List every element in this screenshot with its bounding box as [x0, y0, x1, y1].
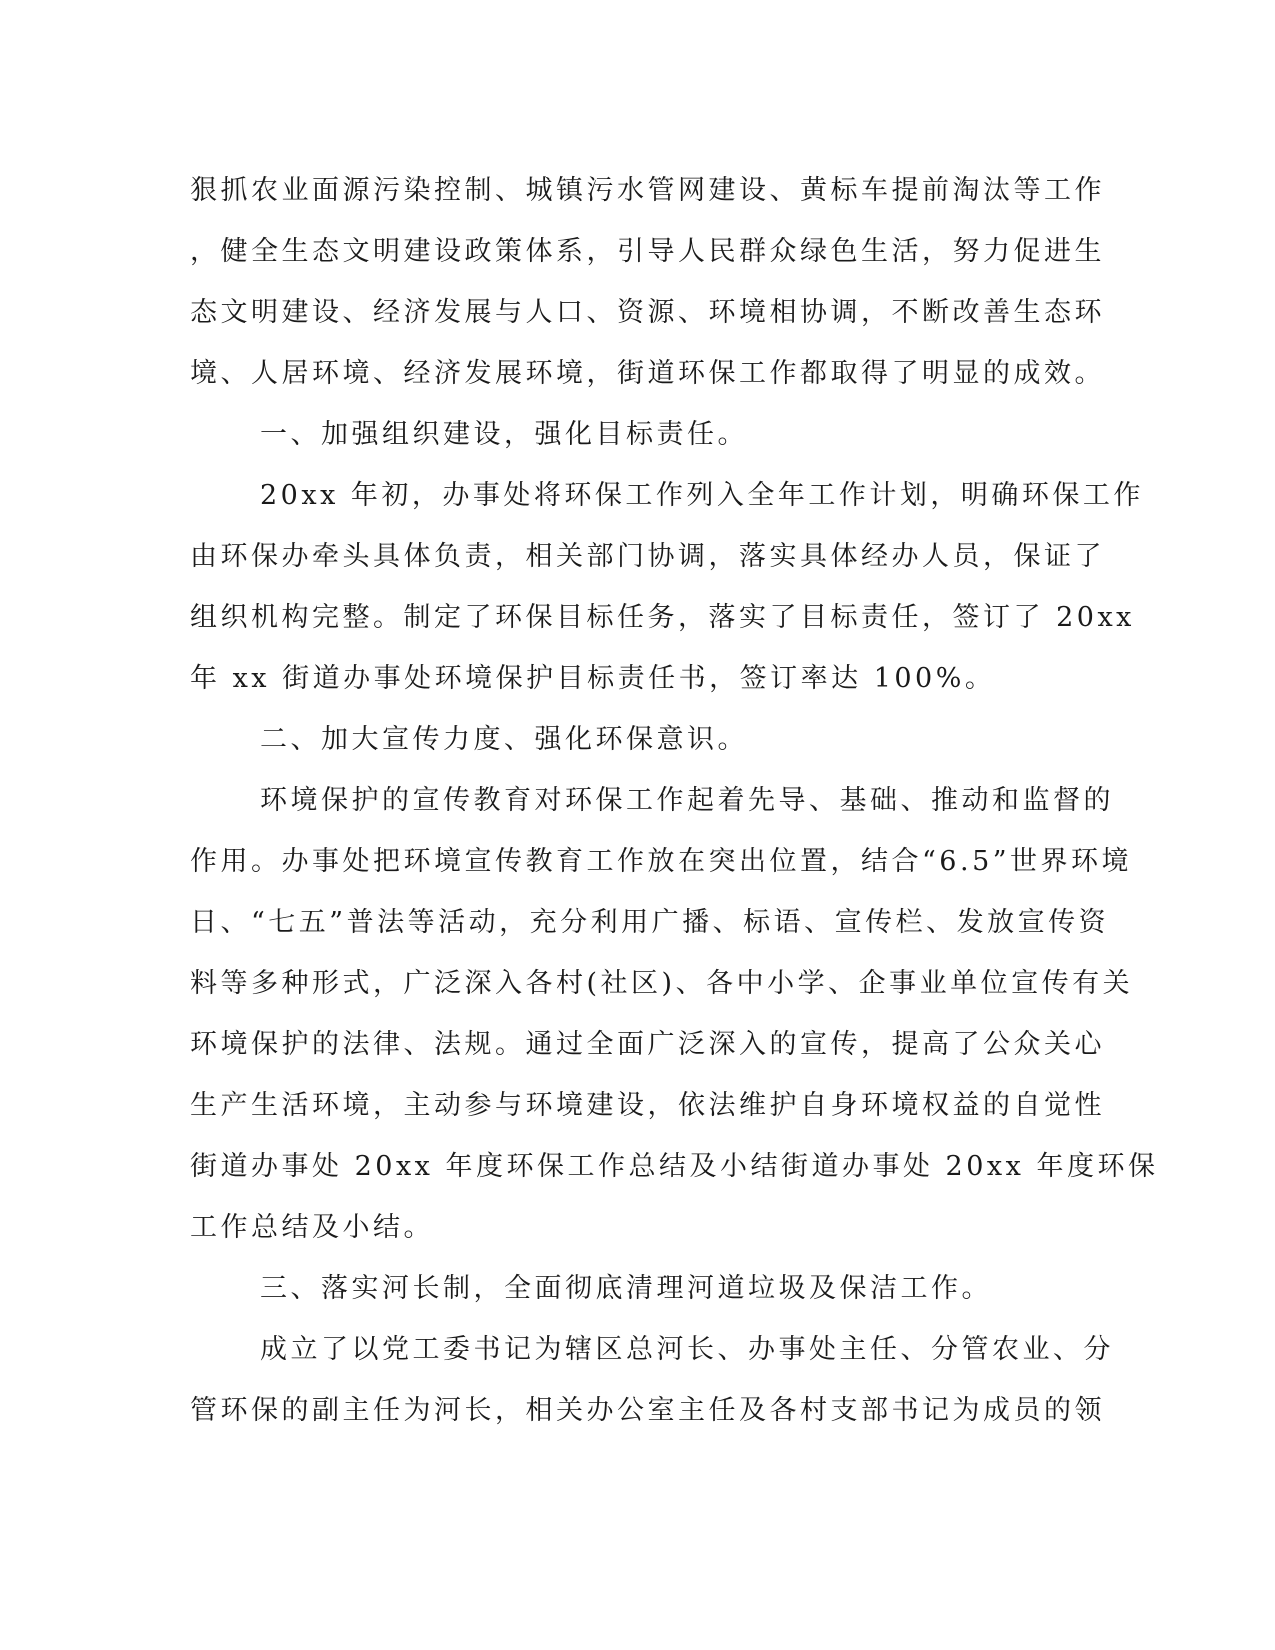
body-line: 料等多种形式，广泛深入各村(社区)、各中小学、企事业单位宣传有关	[190, 968, 1134, 999]
body-line: 态文明建设、经济发展与人口、资源、环境相协调，不断改善生态环	[190, 297, 1105, 328]
body-line: 年 xx 街道办事处环境保护目标责任书，签订率达 100%。	[190, 663, 996, 694]
body-line: 狠抓农业面源污染控制、城镇污水管网建设、黄标车提前淘汰等工作	[190, 175, 1105, 206]
body-line: 境、人居环境、经济发展环境，街道环保工作都取得了明显的成效。	[190, 358, 1105, 389]
paragraph-start: 成立了以党工委书记为辖区总河长、办事处主任、分管农业、分	[260, 1334, 1114, 1365]
body-line: 生产生活环境，主动参与环境建设，依法维护自身环境权益的自觉性	[190, 1090, 1105, 1121]
paragraph-start: 20xx 年初，办事处将环保工作列入全年工作计划，明确环保工作	[260, 480, 1144, 511]
body-line: 街道办事处 20xx 年度环保工作总结及小结街道办事处 20xx 年度环保	[190, 1151, 1159, 1182]
body-line: 由环保办牵头具体负责，相关部门协调，落实具体经办人员，保证了	[190, 541, 1105, 572]
body-line: 作用。办事处把环境宣传教育工作放在突出位置，结合“6.5”世界环境	[190, 846, 1133, 877]
paragraph-start: 环境保护的宣传教育对环保工作起着先导、基础、推动和监督的	[260, 785, 1114, 816]
section-heading-3: 三、落实河长制，全面彻底清理河道垃圾及保洁工作。	[260, 1273, 992, 1304]
section-heading-1: 一、加强组织建设，强化目标责任。	[260, 419, 748, 450]
document-body	[190, 160, 1159, 1441]
body-line: 工作总结及小结。	[190, 1212, 434, 1243]
body-line: 组织机构完整。制定了环保目标任务，落实了目标责任，签订了 20xx	[190, 602, 1135, 633]
body-line: ，健全生态文明建设政策体系，引导人民群众绿色生活，努力促进生	[190, 236, 1105, 267]
section-heading-2: 二、加大宣传力度、强化环保意识。	[260, 724, 748, 755]
body-line: 环境保护的法律、法规。通过全面广泛深入的宣传，提高了公众关心	[190, 1029, 1105, 1060]
body-line: 日、“七五”普法等活动，充分利用广播、标语、宣传栏、发放宣传资	[190, 907, 1110, 938]
body-line: 管环保的副主任为河长，相关办公室主任及各村支部书记为成员的领	[190, 1395, 1105, 1426]
